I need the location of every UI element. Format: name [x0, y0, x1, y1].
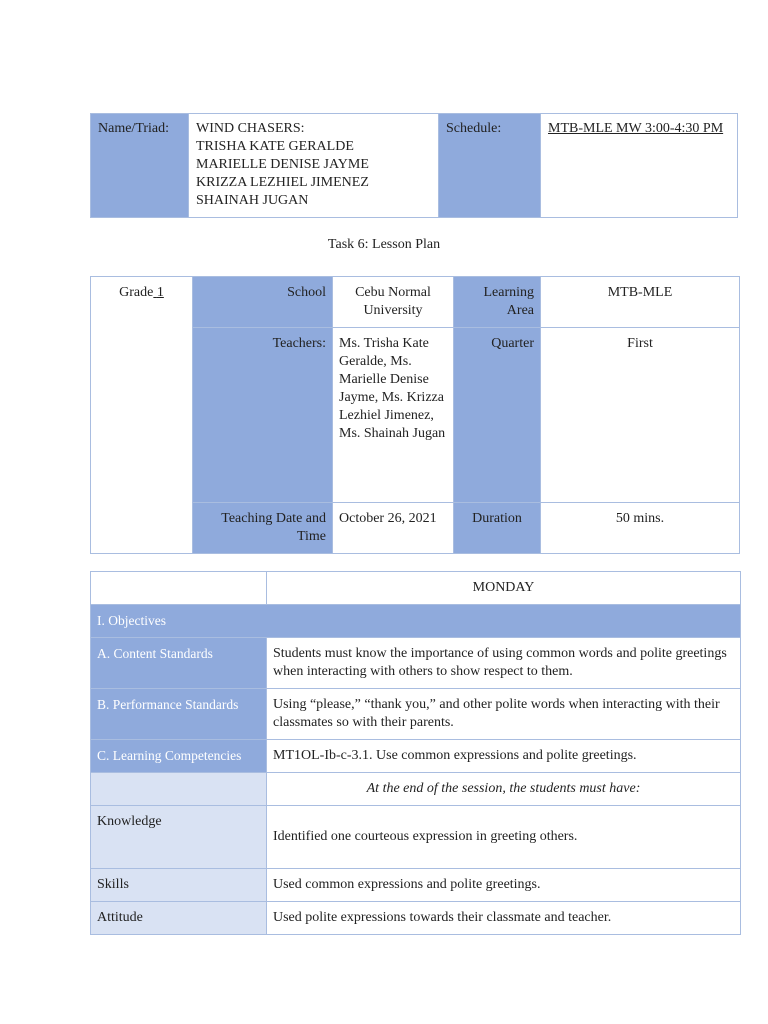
- learning-area-label: Learning Area: [454, 277, 541, 328]
- duration-label: Duration: [454, 503, 541, 554]
- attitude-value: Used polite expressions towards their classmate and teacher.: [267, 902, 741, 935]
- header-table: [90, 113, 738, 218]
- member-name: SHAINAH JUGAN: [196, 193, 309, 208]
- performance-standards-label: B. Performance Standards: [91, 689, 267, 740]
- performance-standards-value: Using “please,” “thank you,” and other polite words when interacting with their classmates so with their parents.: [267, 689, 741, 740]
- duration-value: 50 mins.: [541, 503, 740, 554]
- learning-competencies-value: MT1OL-Ib-c-3.1. Use common expressions and polite greetings.: [267, 740, 741, 773]
- lesson-plan-table: [90, 571, 741, 935]
- teaching-date-label: Teaching Date and Time: [193, 503, 333, 554]
- objectives-header: I. Objectives: [91, 605, 741, 638]
- content-standards-value: Students must know the importance of using common words and polite greetings when interacting with others to show respect to them.: [267, 638, 741, 689]
- school-value: Cebu Normal University: [333, 277, 454, 328]
- schedule-label: Schedule:: [439, 114, 541, 218]
- skills-value: Used common expressions and polite greetings.: [267, 869, 741, 902]
- schedule-value: MTB-MLE MW 3:00-4:30 PM: [548, 121, 724, 136]
- quarter-label: Quarter: [454, 328, 541, 503]
- school-label: School: [193, 277, 333, 328]
- knowledge-value: Identified one courteous expression in greeting others.: [267, 806, 741, 869]
- lesson-info-table: [90, 276, 740, 554]
- schedule-cell: [541, 114, 738, 218]
- name-triad-label: Name/Triad:: [91, 114, 189, 218]
- empty-label-cell: [91, 773, 267, 806]
- grade-cell: [91, 277, 193, 554]
- teaching-date-value: October 26, 2021: [333, 503, 454, 554]
- member-name: KRIZZA LEZHIEL JIMENEZ: [196, 175, 369, 190]
- learning-competencies-label: C. Learning Competencies: [91, 740, 267, 773]
- teachers-label: Teachers:: [193, 328, 333, 503]
- day-header: MONDAY: [267, 572, 741, 605]
- knowledge-label: Knowledge: [91, 806, 267, 869]
- group-name: WIND CHASERS:: [196, 121, 305, 136]
- quarter-value: First: [541, 328, 740, 503]
- skills-label: Skills: [91, 869, 267, 902]
- grade-label: Grade: [119, 285, 154, 300]
- teachers-value: Ms. Trisha Kate Geralde, Ms. Marielle Denise Jayme, Ms. Krizza Lezhiel Jimenez, Ms. Shainah Jugan: [333, 328, 454, 503]
- end-of-session-note: At the end of the session, the students must have:: [267, 773, 741, 806]
- member-name: TRISHA KATE GERALDE: [196, 139, 354, 154]
- group-members-cell: [189, 114, 439, 218]
- grade-value: 1: [156, 285, 164, 300]
- learning-area-value: MTB-MLE: [541, 277, 740, 328]
- attitude-label: Attitude: [91, 902, 267, 935]
- content-standards-label: A. Content Standards: [91, 638, 267, 689]
- member-name: MARIELLE DENISE JAYME: [196, 157, 369, 172]
- page-title: Task 6: Lesson Plan: [327, 237, 441, 252]
- empty-header-cell: [91, 572, 267, 605]
